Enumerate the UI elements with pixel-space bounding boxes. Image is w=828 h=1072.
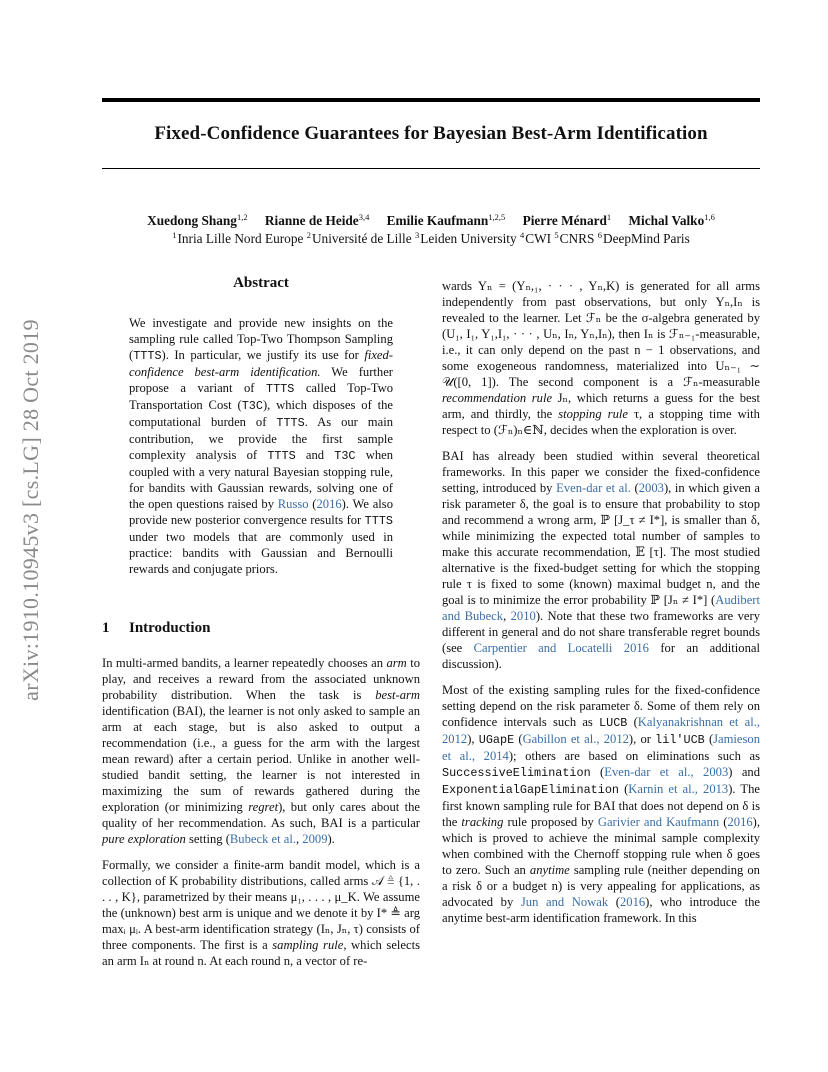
author: Michal Valko$^{1,6}$ (628, 212, 715, 228)
arxiv-stamp (14, 290, 48, 730)
title-bottom-rule (102, 168, 760, 169)
author: Xuedong Shang$^{1,2}$ (147, 212, 248, 228)
affiliation: $^4$CWI (519, 230, 552, 246)
author: Pierre Ménard$^1$ (522, 212, 612, 228)
intro-paragraph: In multi-armed bandits, a learner repeatedly chooses an arm to play, and receives a reward from the associated unknown probability distribution. When the task is best-arm identification (BAI), the learner is not only asked to sample an arm at each stage, but is also asked to output a recommendation (i.e., a guess for the arm with the largest mean reward) after a certain period. Unlike in another well-studied bandit setting, the learner is not interested in maximizing the sum of rewards gathered during the exploration (or minimizing regret), but only cares about the quality of her recommendation. As such, BAI is a particular pure exploration setting (Bubeck et al., 2009). (102, 656, 420, 846)
citation-link[interactable]: Audibert and Bubeck (442, 593, 760, 623)
author: Rianne de Heide$^{3,4}$ (264, 212, 370, 228)
section-heading: 1 Introduction (102, 620, 211, 636)
citation-link[interactable]: Gabillon et al., 2012 (522, 732, 629, 746)
citation-link[interactable]: 2016 (316, 497, 342, 511)
citation-link[interactable]: 2016 (727, 815, 753, 829)
citation-link[interactable]: Bubeck et al. (229, 832, 296, 846)
citation-link[interactable]: Carpentier and Locatelli 2016 (473, 641, 649, 655)
citation-link[interactable]: Kalyanakrishnan et al., 2012 (442, 715, 760, 746)
body-paragraph: wards Yₙ = (Yₙ,₁, · · · , Yₙ,K) is generated for all arms independently from past observations, but only Yₙ,Iₙ is revealed to the learner. Let ℱₙ be the σ-algebra generated by (U₁, I₁, Y₁,I₁, · · · , Uₙ, Iₙ, Yₙ,Iₙ), then Iₙ is ℱₙ₋₁-measurable, i.e., it can only depend on the past n − 1 observations, and some exogeneous randomness, materialized into Uₙ₋₁ ∼ 𝒰([0, 1]). The second component is a ℱₙ-measurable recommendation rule Jₙ, which returns a guess for the best arm, and thirdly, the stopping rule τ, a stopping time with respect to (ℱₙ)ₙ∈ℕ, decides when the exploration is over. (442, 279, 760, 437)
citation-link[interactable]: Even-dar et al. (556, 481, 631, 495)
affiliation: $^3$Leiden University (414, 230, 517, 246)
citation-link[interactable]: 2016 (619, 895, 646, 909)
citation-link[interactable]: Even-dar et al., 2003 (604, 765, 729, 779)
body-paragraph: Most of the existing sampling rules for the fixed-confidence setting depend on the risk parameter δ. Some of them rely on confidence intervals such as LUCB (Kalyanakrishnan et al., 2012), UGapE (Gabillon et al., 2012), or lil'UCB (Jamieson et al., 2014); others are based on eliminations such as SuccessiveElimination (Even-dar et al., 2003) and ExponentialGapElimination (Karnin et al., 2013). The first known sampling rule for BAI that does not depend on δ is the tracking rule proposed by Garivier and Kaufmann (2016), which is proved to achieve the minimal sample complexity when combined with the Chernoff stopping rule when δ goes to zero. Such an anytime sampling rule (neither depending on a risk δ or a budget n) is very appealing for applications, as advocated by Jun and Nowak (2016), who introduce the anytime best-arm identification framework. In this (442, 683, 761, 925)
affiliation-list (96, 230, 766, 247)
paper-title: Fixed-Confidence Guarantees for Bayesian Best-Arm Identification (154, 123, 708, 144)
affiliation: $^6$DeepMind Paris (597, 230, 690, 246)
title-top-rule (102, 98, 760, 102)
right-column (442, 278, 760, 936)
abstract-heading: Abstract (233, 275, 289, 291)
citation-link[interactable]: Russo (277, 497, 309, 511)
citation-link[interactable]: Karnin et al., 2013 (628, 782, 729, 796)
citation-link[interactable]: Jun and Nowak (520, 895, 609, 909)
citation-link[interactable]: Jamieson et al., 2014 (442, 732, 761, 763)
intro-paragraph: Formally, we consider a finite-arm bandit model, which is a collection of K probability distributions, called arms 𝒜 ≜ {1, . . . , K}, parametrized by their means μ₁, . . . , μ_K. We assume the (unknown) best arm is unique and we denote it by I* ≜ arg maxᵢ μᵢ. A best-arm identification strategy (Iₙ, Jₙ, τ) consists of three components. The first is a sampling rule, which selects an arm Iₙ at round n. At each round n, a vector of re- (102, 858, 420, 968)
arxiv-stamp-text: arXiv:1910.10945v3 [cs.LG] 28 Oct 2019 (18, 319, 43, 701)
affiliation: $^2$Université de Lille (306, 230, 412, 246)
body-paragraph: BAI has already been studied within several theoretical frameworks. In this paper we consider the fixed-confidence setting, introduced by Even-dar et al. (2003), in which given a risk parameter δ, the goal is to ensure that probability to stop and recommend a wrong arm, ℙ [J_τ ≠ I*], is smaller than δ, while minimizing the expected total number of samples to make this accurate recommendation, 𝔼 [τ]. The most studied alternative is the fixed-budget setting for which the stopping rule τ is fixed to some (known) maximal budget n, and the goal is to minimize the error probability ℙ [Jₙ ≠ I*] (Audibert and Bubeck, 2010). Note that these two frameworks are very different in general and do not share transferable regret bounds (see Carpentier and Locatelli 2016 for an additional discussion). (442, 449, 761, 671)
abstract-body: We investigate and provide new insights on the sampling rule called Top-Two Thompson Sampling (TTTS). In particular, we justify its use for fixed-confidence best-arm identification. We further propose a variant of TTTS called Top-Two Transportation Cost (T3C), which disposes of the computational burden of TTTS. As our main contribution, we provide the first sample complexity analysis of TTTS and T3C when coupled with a very natural Bayesian stopping rule, for bandits with Gaussian rewards, solving one of the open questions raised by Russo (2016). We also provide new posterior convergence results for TTTS under two models that are commonly used in practice: bandits with Gaussian and Bernoulli rewards and conjugate priors. (129, 316, 393, 576)
author-list (96, 212, 766, 229)
author: Emilie Kaufmann$^{1,2,5}$ (386, 212, 506, 228)
citation-link[interactable]: 2003 (638, 481, 664, 495)
citation-link[interactable]: 2010 (510, 609, 536, 623)
affiliation: $^1$Inria Lille Nord Europe (172, 230, 304, 246)
citation-link[interactable]: Garivier and Kaufmann (597, 815, 720, 829)
citation-link[interactable]: 2009 (302, 832, 328, 846)
affiliation: $^5$CNRS (554, 230, 595, 246)
intro-column (102, 655, 420, 979)
